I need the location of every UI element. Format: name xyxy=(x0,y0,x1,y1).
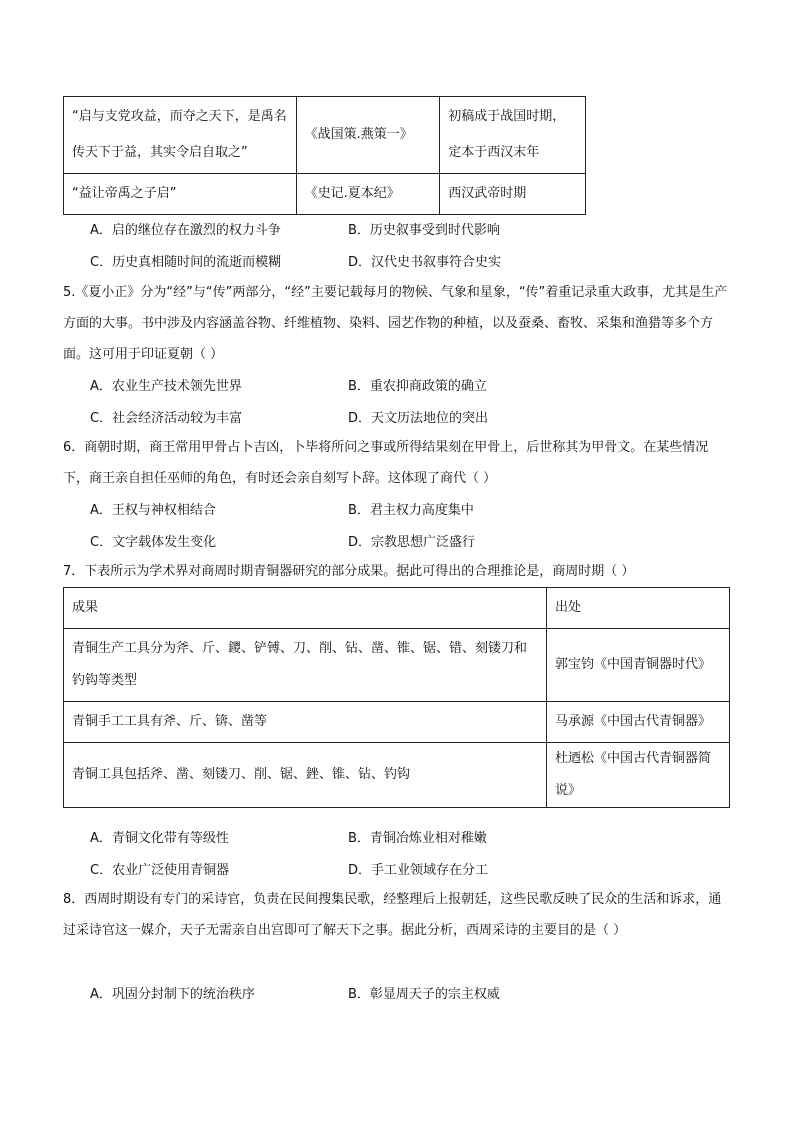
table-row xyxy=(64,743,730,808)
table-cell-source: 郭宝钧《中国青铜器时代》 xyxy=(547,629,730,702)
option-b[interactable]: B．历史叙事受到时代影响 xyxy=(348,223,500,238)
table-cell-time: 西汉武帝时期 xyxy=(440,174,586,215)
bronze-research-table xyxy=(63,587,730,808)
option-b[interactable]: B．君主权力高度集中 xyxy=(348,503,474,518)
option-b[interactable]: B．青铜冶炼业相对稚嫩 xyxy=(348,831,487,846)
table-cell-quote: “启与支党攻益，而夺之天下，是禹名传天下于益，其实令启自取之” xyxy=(64,97,297,174)
option-c[interactable]: C．文字载体发生变化 xyxy=(90,535,217,550)
table-row xyxy=(64,702,730,743)
question-7-stem: 7．下表所示为学术界对商周时期青铜器研究的部分成果。据此可得出的合理推论是，商周时期（ ） xyxy=(63,564,635,579)
option-b[interactable]: B．彰显周天子的宗主权威 xyxy=(348,987,500,1002)
question-8-stem: 8．西周时期设有专门的采诗官，负责在民间搜集民歌，经整理后上报朝廷，这些民歌反映了民众的生活和诉求，通过采诗官这一媒介，天子无需亲自出宫即可了解天下之事。据此分析，西周采诗的主要目的是（ ） xyxy=(63,892,722,938)
question-6-stem: 6．商朝时期，商王常用甲骨占卜吉凶，卜毕将所问之事或所得结果刻在甲骨上，后世称其为甲骨文。在某些情况下，商王亲自担任巫师的角色，有时还会亲自刻写卜辞。这体现了商代（ ） xyxy=(63,440,709,486)
option-c[interactable]: C．历史真相随时间的流逝而模糊 xyxy=(90,255,282,270)
table-cell-source: 《史记.夏本纪》 xyxy=(296,174,440,215)
option-d[interactable]: D．手工业领域存在分工 xyxy=(348,863,489,878)
option-c[interactable]: C．社会经济活动较为丰富 xyxy=(90,411,243,426)
table-cell-result: 青铜工具包括斧、凿、刻镂刀、削、锯、銼、锥、钻、钓钩 xyxy=(64,743,547,808)
table-cell-quote: “益让帝禹之子启” xyxy=(64,174,297,215)
table-cell-source: 杜迺松《中国古代青铜器简说》 xyxy=(547,743,730,808)
option-c[interactable]: C．农业广泛使用青铜器 xyxy=(90,863,230,878)
table-cell-source: 马承源《中国古代青铜器》 xyxy=(547,702,730,743)
option-a[interactable]: A．启的继位存在激烈的权力斗争 xyxy=(90,223,281,238)
question-5-stem: 5.《夏小正》分为“经”与“传”两部分，“经”主要记载每月的物候、气象和星象，“传”着重记录重大政事，尤其是生产方面的大事。书中涉及内容涵盖谷物、纤维植物、染料、园艺作物的种植，以及蚕桑、畜牧、采集和渔猎等多个方面。这可用于印证夏朝（ ） xyxy=(63,285,728,362)
table-row xyxy=(64,97,586,174)
table-header-row xyxy=(64,588,730,629)
option-b[interactable]: B．重农抑商政策的确立 xyxy=(348,379,487,394)
table-cell-time: 初稿成于战国时期，定本于西汉末年 xyxy=(440,97,586,174)
table-cell-source: 《战国策.燕策一》 xyxy=(296,97,440,174)
table-cell-result: 青铜生产工具分为斧、斤、鑁、铲镈、刀、削、钻、凿、锥、锯、错、刻镂刀和钓钩等类型 xyxy=(64,629,547,702)
table-header-source: 出处 xyxy=(547,588,730,629)
table-header-result: 成果 xyxy=(64,588,547,629)
option-a[interactable]: A．青铜文化带有等级性 xyxy=(90,831,229,846)
option-a[interactable]: A．王权与神权相结合 xyxy=(90,503,216,518)
option-d[interactable]: D．宗教思想广泛盛行 xyxy=(348,535,476,550)
table-row xyxy=(64,174,586,215)
option-d[interactable]: D．天文历法地位的突出 xyxy=(348,411,489,426)
source-table xyxy=(63,96,586,215)
table-cell-result: 青铜手工工具有斧、斤、锛、凿等 xyxy=(64,702,547,743)
option-a[interactable]: A．农业生产技术领先世界 xyxy=(90,379,242,394)
option-d[interactable]: D．汉代史书叙事符合史实 xyxy=(348,255,502,270)
table-row xyxy=(64,629,730,702)
option-a[interactable]: A．巩固分封制下的统治秩序 xyxy=(90,987,255,1002)
